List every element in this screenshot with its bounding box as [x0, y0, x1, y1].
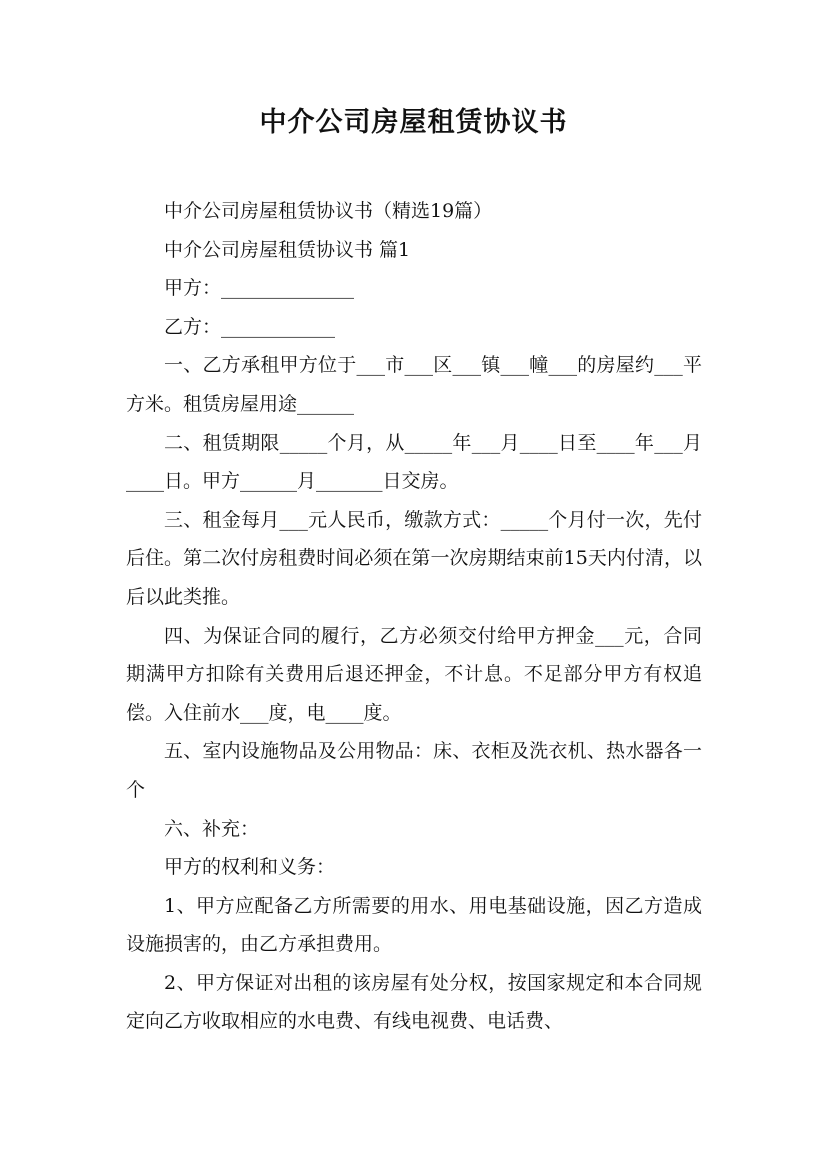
document-title: 中介公司房屋租赁协议书 — [259, 107, 568, 138]
paragraph-clause-2: 二、租赁期限_____个月，从_____年___月____日至____年___月____日。甲方______月_______日交房。 — [126, 431, 702, 493]
paragraph-section-heading: 中介公司房屋租赁协议书 篇1 — [164, 238, 411, 261]
paragraph-clause-4: 四、为保证合同的履行，乙方必须交付给甲方押金___元，合同期满甲方扣除有关费用后退还押金，不计息。不足部分甲方有权追偿。入住前水___度，电____度。 — [126, 624, 702, 724]
paragraph-clause-5: 五、室内设施物品及公用物品：床、衣柜及洗衣机、热水器各一个 — [126, 740, 702, 801]
paragraph-clause-6: 六、补充： — [164, 817, 260, 840]
document-body — [126, 192, 702, 1041]
paragraph-party-a: 甲方：______________ — [164, 277, 355, 300]
paragraph-party-b: 乙方：____________ — [164, 315, 336, 338]
paragraph-duty-1: 1、甲方应配备乙方所需要的用水、用电基础设施，因乙方造成设施损害的，由乙方承担费用。 — [126, 894, 702, 956]
paragraph-party-a-duties-heading: 甲方的权利和义务： — [164, 856, 336, 879]
paragraph-clause-1: 一、乙方承租甲方位于___市___区___镇___幢___的房屋约___平方米。租赁房屋用途______ — [126, 354, 702, 415]
paragraph-clause-3: 三、租金每月___元人民币，缴款方式：_____个月付一次，先付后住。第二次付房租费时间必须在第一次房期结束前15天内付清，以后以此类推。 — [126, 508, 702, 608]
paragraph-duty-2: 2、甲方保证对出租的该房屋有处分权，按国家规定和本合同规定向乙方收取相应的水电费、有线电视费、电话费、 — [126, 971, 702, 1033]
paragraph-subtitle: 中介公司房屋租赁协议书（精选19篇） — [164, 200, 493, 222]
